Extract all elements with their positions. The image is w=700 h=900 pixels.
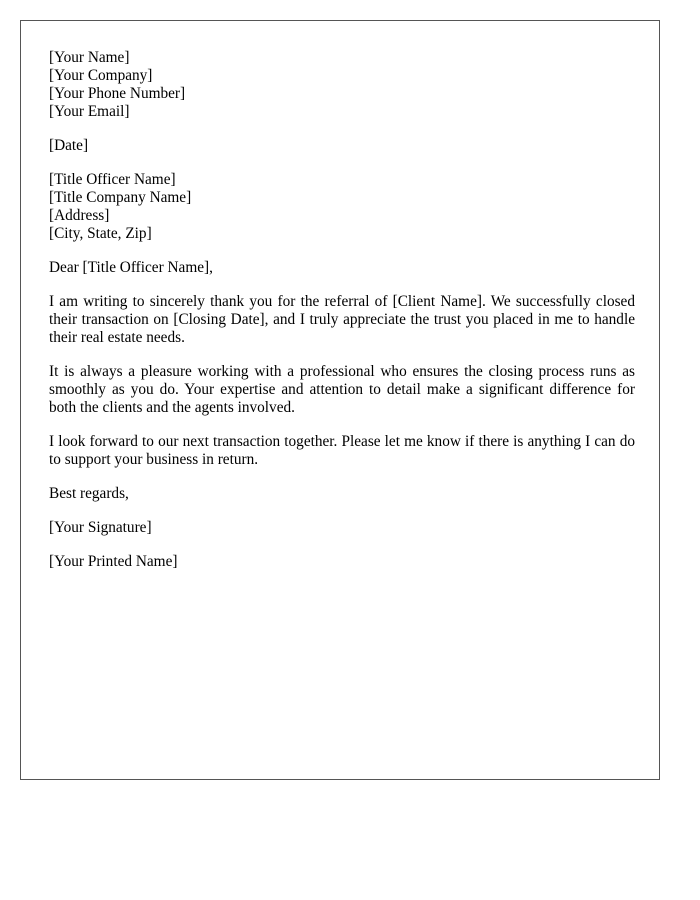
letter-date: [Date] <box>49 137 89 154</box>
recipient-address: [Address] <box>49 207 110 224</box>
recipient-block <box>49 171 635 243</box>
paragraph-closing-remark: I look forward to our next transaction together. Please let me know if there is anything I can do to support your business in return. <box>49 433 635 468</box>
sender-company: [Your Company] <box>49 67 153 84</box>
date-block <box>49 137 635 155</box>
letter-body <box>49 49 635 587</box>
closing: Best regards, <box>49 485 129 502</box>
sender-name: [Your Name] <box>49 49 130 66</box>
printed-name: [Your Printed Name] <box>49 553 178 570</box>
recipient-company: [Title Company Name] <box>49 189 192 206</box>
sender-phone: [Your Phone Number] <box>49 85 186 102</box>
salutation: Dear [Title Officer Name], <box>49 259 213 276</box>
paragraph-thanks: I am writing to sincerely thank you for the referral of [Client Name]. We successfully closed their transaction on [Closing Date], and I truly appreciate the trust you placed in me to handle their real estate needs. <box>49 293 635 346</box>
paragraph-praise: It is always a pleasure working with a professional who ensures the closing process runs as smoothly as you do. Your expertise and attention to detail make a significant difference for both the clients and the agents involved. <box>49 363 635 416</box>
recipient-name: [Title Officer Name] <box>49 171 176 188</box>
recipient-city-state-zip: [City, State, Zip] <box>49 225 152 242</box>
letter-page <box>20 20 660 780</box>
sender-email: [Your Email] <box>49 103 130 120</box>
sender-block <box>49 49 635 121</box>
signature: [Your Signature] <box>49 519 152 536</box>
